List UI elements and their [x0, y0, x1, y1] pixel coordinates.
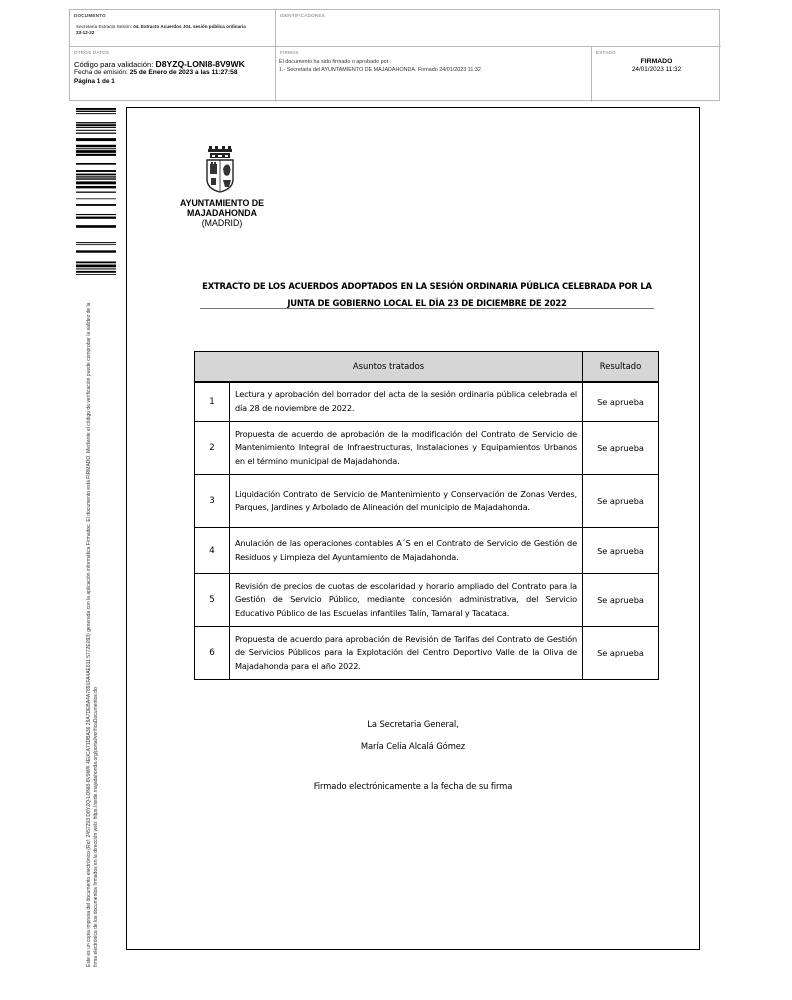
row-subject: Lectura y aprobación del borrador del acta de la sesión ordinaria pública celebrada el día 28 de noviembre de 2022. [230, 382, 583, 422]
table-row [195, 574, 659, 627]
table-row [195, 475, 659, 528]
table-row [195, 627, 659, 680]
row-subject: Propuesta de acuerdo de aprobación de la modificación del Contrato de Servicio de Mantenimiento Integral de Infraestructuras, Instalaciones y Equipamientos Urbanos en el término municipal de Majadahonda. [230, 422, 583, 475]
row-subject: Anulación de las operaciones contables A´S en el Contrato de Servicio de Gestión de Residuos y Limpieza del Ayuntamiento de Majadahonda. [230, 528, 583, 574]
municipal-crest-icon [205, 145, 235, 193]
signature-note: Firmado electrónicamente a la fecha de su firma [313, 781, 513, 791]
document-metadata-header [69, 9, 720, 101]
row-number: 5 [195, 574, 230, 627]
page-count: Página 1 de 1 [74, 78, 115, 85]
col-resultado-header: Resultado [583, 352, 659, 382]
row-subject: Revisión de precios de cuotas de escolaridad y horario ampliado del Contrato para la Gestión de Servicio Público, mediante concesión administrativa, del Servicio Educativo Público de las Escuelas infantiles Talín, Tamaral y Tacataca. [230, 574, 583, 627]
letterhead [172, 198, 272, 228]
firmas-cell [276, 47, 592, 102]
firmas-signer: 1.- Secretaria del AYUNTAMIENTO DE MAJADAHONDA. Firmado 24/01/2023 11:32 [279, 67, 481, 73]
firmas-intro: El documento ha sido firmado o aprobado por : [279, 59, 392, 65]
signature-name: María Celia Alcalá Gómez [360, 741, 466, 751]
row-number: 4 [195, 528, 230, 574]
documento-value: Secretaría Extracto Sesión: 04. Extracto Acuerdos JGL sesión pública ordinaria 23-12-22 [76, 24, 246, 35]
signature-role: La Secretaria General, [367, 719, 459, 729]
row-number: 3 [195, 475, 230, 528]
issue-date: Fecha de emisión: 25 de Enero de 2023 a las 11:27:58 [74, 69, 238, 76]
letterhead-line2: MAJADAHONDA [187, 208, 257, 218]
row-result: Se aprueba [583, 475, 659, 528]
table-row [195, 382, 659, 422]
row-subject: Liquidación Contrato de Servicio de Mantenimiento y Conservación de Zonas Verdes, Parques, Jardines y Arbolado de Alineación del municipio de Majadahonda. [230, 475, 583, 528]
row-result: Se aprueba [583, 422, 659, 475]
document-title [200, 278, 654, 312]
documento-label: DOCUMENTO [74, 13, 106, 18]
letterhead-line1: AYUNTAMIENTO DE [180, 198, 264, 208]
identificadores-cell [276, 10, 721, 47]
letterhead-line3: (MADRID) [201, 218, 243, 228]
row-result: Se aprueba [583, 574, 659, 627]
estado-cell [592, 47, 721, 102]
row-number: 2 [195, 422, 230, 475]
title-line1: EXTRACTO DE LOS ACUERDOS ADOPTADOS EN LA SESIÓN ORDINARIA PÚBLICA CELEBRADA POR LA [202, 281, 652, 291]
title-line2: JUNTA DE GOBIERNO LOCAL EL DÍA 23 DE DICIEMBRE DE 2022 [287, 298, 567, 308]
row-result: Se aprueba [583, 528, 659, 574]
barcode [76, 108, 116, 275]
validation-code: Código para validación: D8YZQ-LONI8-8V9WK [74, 59, 245, 69]
row-number: 1 [195, 382, 230, 422]
estado-label: ESTADO [596, 50, 616, 55]
row-subject: Propuesta de acuerdo para aprobación de Revisión de Tarifas del Contrato de Gestión de Servicios Públicos para la Explotación del Centro Deportivo Valle de la Oliva de Majadahonda para el año 2022. [230, 627, 583, 680]
identificadores-label: IDENTIFICADORES [280, 13, 325, 18]
title-divider [200, 308, 654, 309]
table-header-row [195, 352, 659, 382]
agenda-table [194, 351, 659, 680]
status-date: 24/01/2023 11:32 [631, 66, 682, 73]
col-asuntos-header: Asuntos tratados [195, 352, 583, 382]
firmas-label: FIRMAS [280, 50, 299, 55]
verification-side-text: Este es un copia impresa del documento electrónico (Ref: 2457293 D8YZQ-LONI8-8V9WK 4E0CA71DBA36 29A7DEBA4A7891FA4AE611 5772E093) generada con la aplicación informática Firmadoc. El documento está FIRMADO. Mediante el código de verificación puede comprobar la validez de la firma electrónica de los documentos firmados en la dirección web: https://sede.majadahonda.org/portal/verificaDocumentos.do [86, 302, 99, 967]
status-badge: FIRMADO [640, 58, 673, 65]
table-row [195, 422, 659, 475]
row-result: Se aprueba [583, 382, 659, 422]
table-row [195, 528, 659, 574]
row-result: Se aprueba [583, 627, 659, 680]
otros-datos-label: OTROS DATOS [74, 50, 110, 55]
row-number: 6 [195, 627, 230, 680]
documento-cell [70, 10, 276, 47]
otros-datos-cell [70, 47, 276, 102]
